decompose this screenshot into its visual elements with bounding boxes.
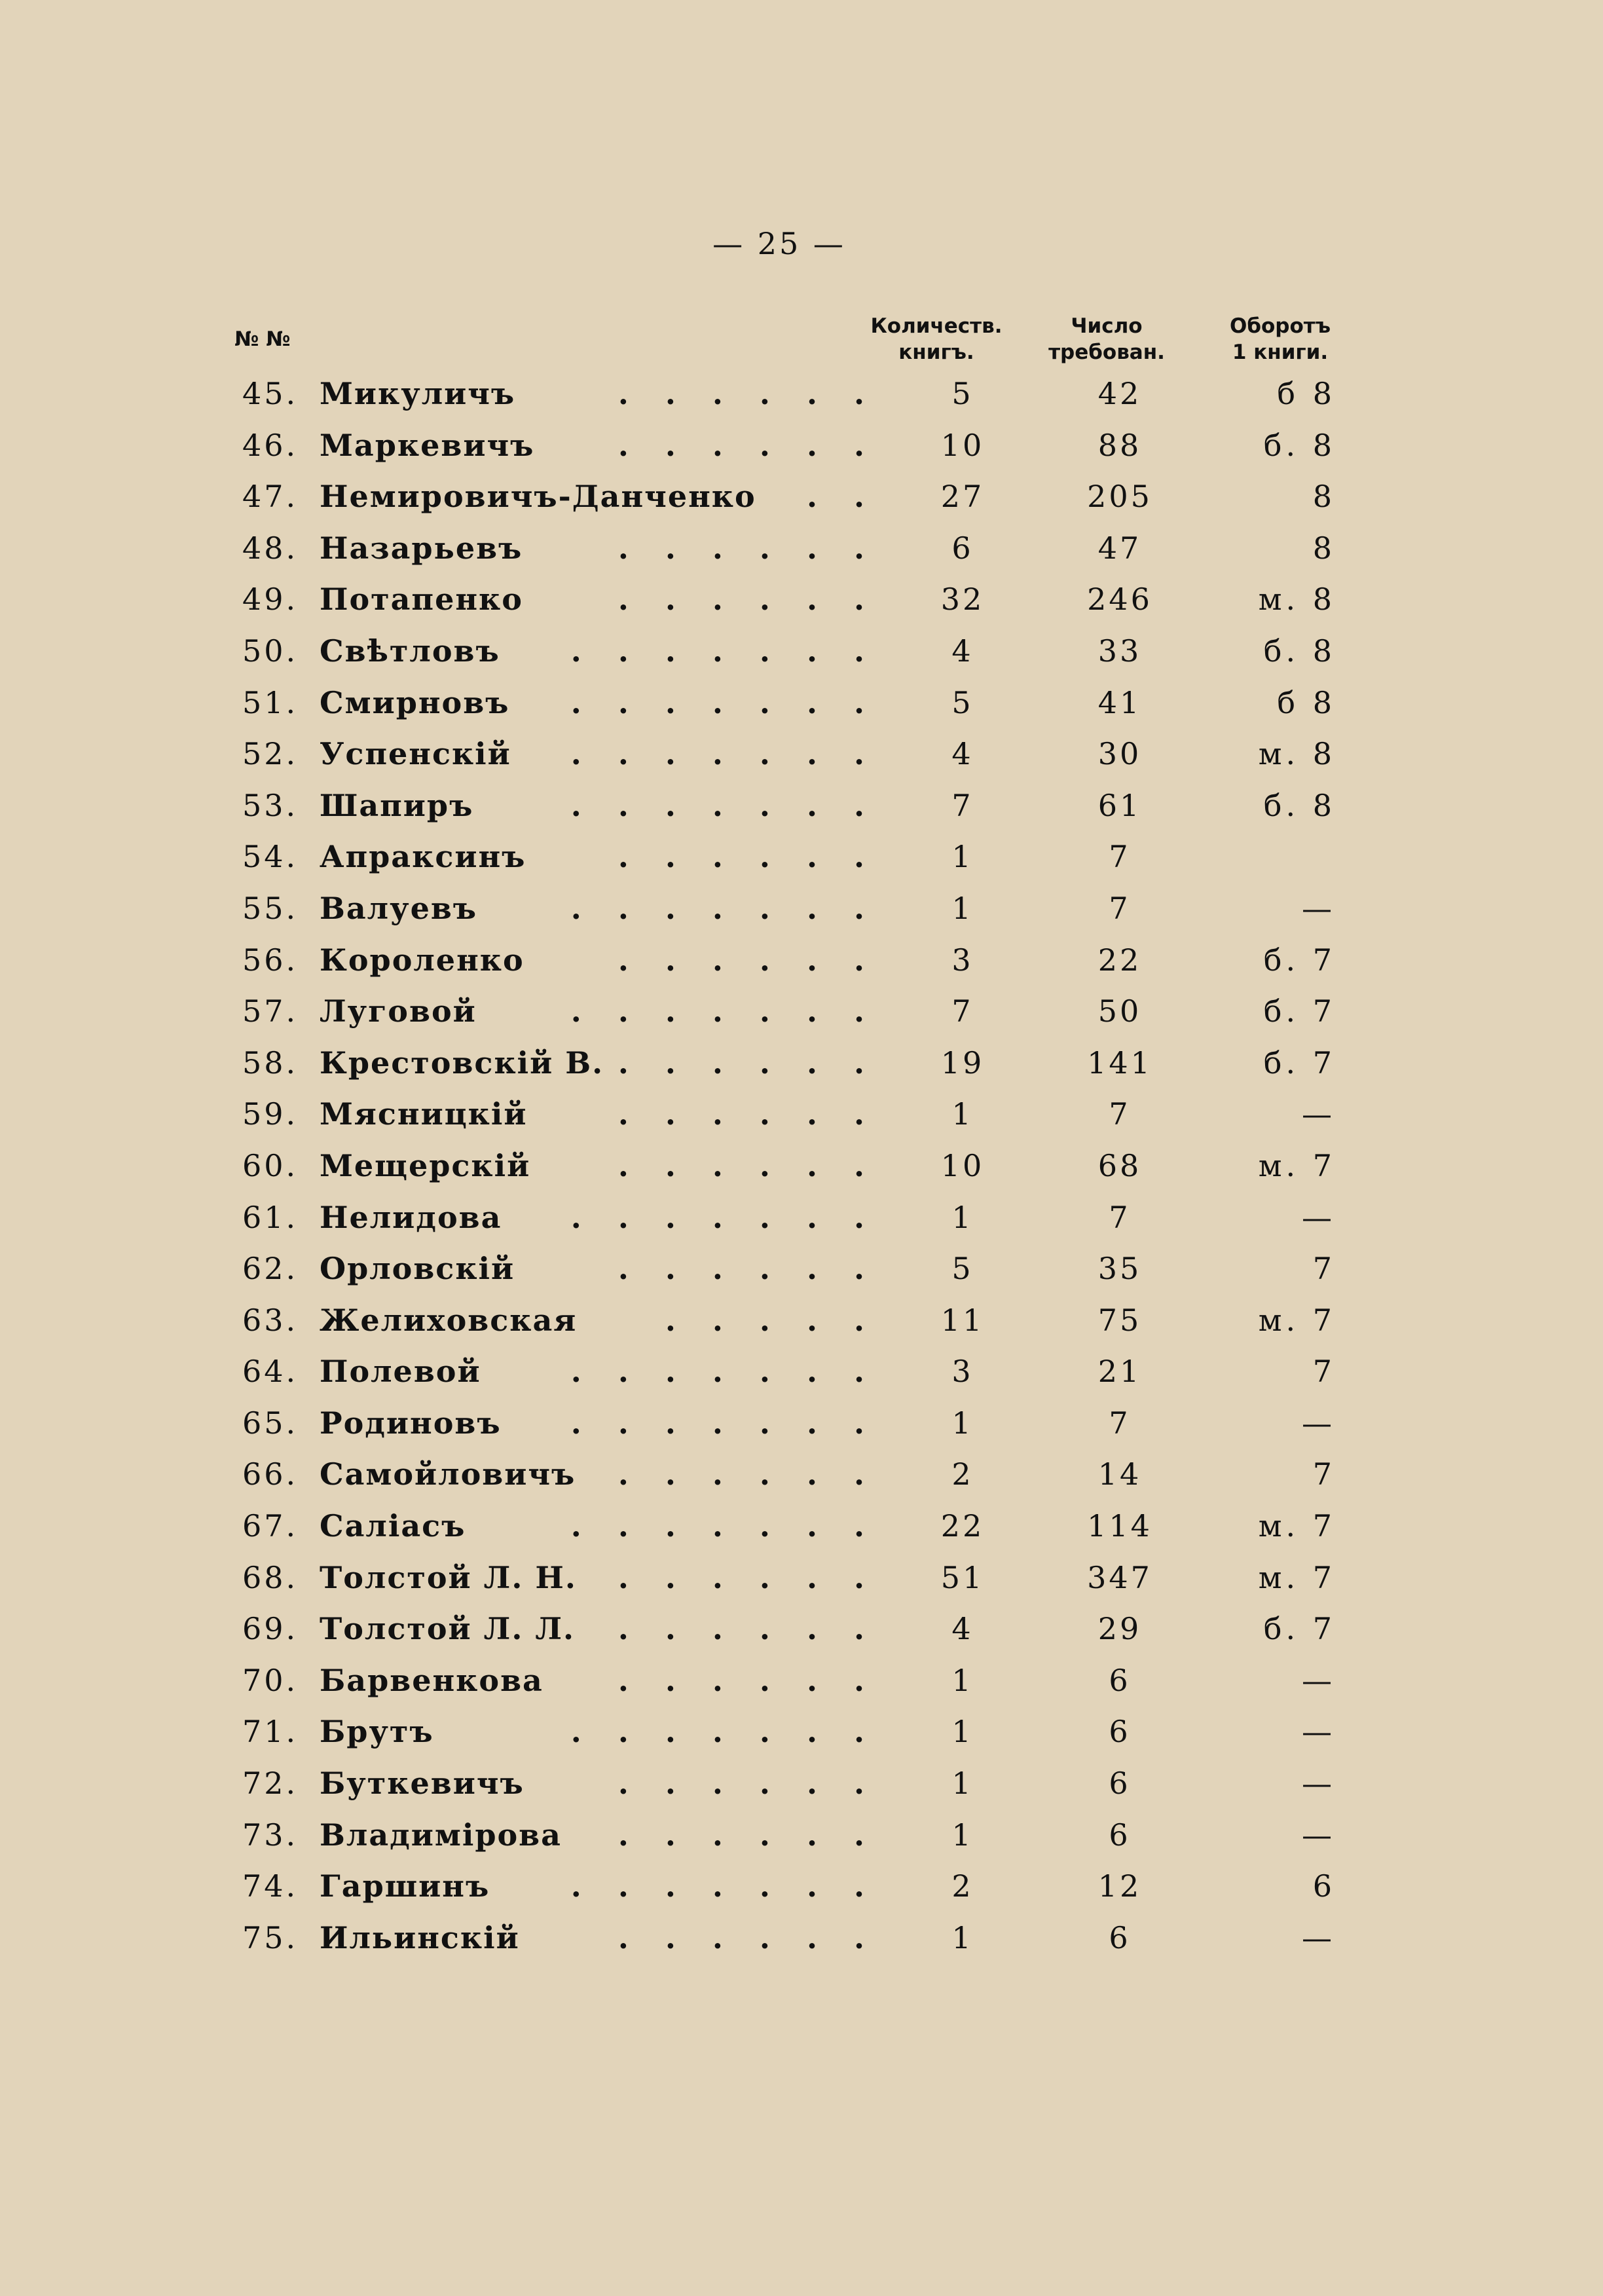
turnover-value: м. 7 — [1258, 1508, 1336, 1544]
author-name: Буткевичъ — [320, 1766, 525, 1802]
row-number: 68. — [242, 1559, 299, 1595]
row-number: 50. — [242, 633, 299, 669]
author-name: Владимірова — [320, 1817, 562, 1853]
leader-dots: . . . . . . . — [570, 1354, 877, 1390]
table-row — [0, 1706, 1603, 1758]
turnover-value: — — [1302, 1405, 1336, 1441]
turnover-value: 7 — [1312, 1354, 1336, 1390]
author-name: Луговой — [320, 993, 477, 1029]
author-name: Самойловичъ — [320, 1456, 576, 1492]
author-name: Толстой Л. Н. — [320, 1559, 577, 1595]
turnover-value: 8 — [1312, 479, 1336, 515]
book-count: 4 — [951, 1611, 974, 1647]
table-row — [0, 1449, 1603, 1500]
book-count: 1 — [951, 1405, 974, 1441]
author-name: Саліасъ — [320, 1508, 466, 1544]
row-number: 52. — [242, 736, 299, 772]
header-turnover-line1: Оборотъ — [1229, 314, 1331, 338]
header-quantity-line2: книгъ. — [898, 341, 974, 364]
table-row — [0, 523, 1603, 574]
row-number: 60. — [242, 1147, 299, 1183]
author-name: Назарьевъ — [320, 530, 523, 566]
author-name: Короленко — [320, 942, 525, 978]
request-count: 7 — [1109, 839, 1131, 875]
leader-dots: . . . . . . — [617, 582, 877, 618]
table-row — [0, 935, 1603, 986]
author-name: Нелидова — [320, 1199, 502, 1235]
leader-dots: . . . . . . . — [570, 787, 877, 823]
request-count: 21 — [1097, 1354, 1142, 1390]
table-row — [0, 728, 1603, 780]
turnover-value: б. 8 — [1263, 787, 1336, 823]
leader-dots: . . . . . . — [617, 942, 877, 978]
book-count: 1 — [951, 1919, 974, 1955]
turnover-value: б. 7 — [1263, 1611, 1336, 1647]
request-count: 88 — [1097, 427, 1142, 463]
table-row — [0, 1192, 1603, 1244]
book-count: 51 — [940, 1559, 985, 1595]
author-name: Брутъ — [320, 1714, 434, 1750]
request-count: 50 — [1097, 993, 1142, 1029]
author-name: Шапиръ — [320, 787, 474, 823]
turnover-value: м. 7 — [1258, 1559, 1336, 1595]
row-number: 62. — [242, 1251, 299, 1287]
request-count: 75 — [1097, 1302, 1142, 1338]
request-count: 7 — [1109, 1096, 1131, 1132]
author-name: Крестовскій В. — [320, 1045, 604, 1081]
request-count: 6 — [1109, 1662, 1131, 1698]
author-name: Валуевъ — [320, 890, 478, 926]
book-count: 7 — [951, 993, 974, 1029]
leader-dots: . . . . . — [665, 1302, 877, 1338]
request-count: 347 — [1087, 1559, 1152, 1595]
book-count: 5 — [951, 376, 974, 411]
author-name: Орловскій — [320, 1251, 515, 1287]
row-number: 55. — [242, 890, 299, 926]
leader-dots: . . . . . . — [617, 1662, 877, 1698]
author-name: Мещерскій — [320, 1147, 531, 1183]
table-row — [0, 1295, 1603, 1346]
book-count: 27 — [940, 479, 985, 515]
row-number: 59. — [242, 1096, 299, 1132]
author-name: Полевой — [320, 1354, 481, 1390]
leader-dots: . . . . . . — [617, 1456, 877, 1492]
author-name: Успенскій — [320, 736, 511, 772]
author-name: Немировичъ-Данченко — [320, 479, 756, 515]
leader-dots: . . . . . . — [617, 1919, 877, 1955]
row-number: 71. — [242, 1714, 299, 1750]
table-row — [0, 1088, 1603, 1140]
request-count: 30 — [1097, 736, 1142, 772]
turnover-value: б. 7 — [1263, 942, 1336, 978]
row-number: 53. — [242, 787, 299, 823]
author-name: Гаршинъ — [320, 1868, 490, 1904]
turnover-value: 7 — [1312, 1251, 1336, 1287]
turnover-value: — — [1302, 1817, 1336, 1853]
book-count: 19 — [940, 1045, 985, 1081]
table-row — [0, 1912, 1603, 1964]
leader-dots: . . — [806, 479, 877, 515]
book-count: 1 — [951, 890, 974, 926]
turnover-value: м. 8 — [1258, 736, 1336, 772]
author-name: Ильинскій — [320, 1919, 520, 1955]
turnover-value: м. 7 — [1258, 1302, 1336, 1338]
row-number: 64. — [242, 1354, 299, 1390]
leader-dots: . . . . . . — [617, 1559, 877, 1595]
table-row — [0, 1758, 1603, 1809]
leader-dots: . . . . . . . — [570, 736, 877, 772]
turnover-value: б. 8 — [1263, 633, 1336, 669]
row-number: 51. — [242, 684, 299, 720]
table-row — [0, 1603, 1603, 1655]
leader-dots: . . . . . . — [617, 530, 877, 566]
row-number: 70. — [242, 1662, 299, 1698]
request-count: 141 — [1087, 1045, 1152, 1081]
row-number: 47. — [242, 479, 299, 515]
row-number: 49. — [242, 582, 299, 618]
leader-dots: . . . . . . — [617, 1251, 877, 1287]
turnover-value: 6 — [1312, 1868, 1336, 1904]
request-count: 7 — [1109, 1199, 1131, 1235]
turnover-value: — — [1302, 1919, 1336, 1955]
table-row — [0, 1140, 1603, 1192]
leader-dots: . . . . . . — [617, 1147, 877, 1183]
turnover-value: — — [1302, 1714, 1336, 1750]
leader-dots: . . . . . . . — [570, 890, 877, 926]
table-row — [0, 831, 1603, 883]
author-name: Потапенко — [320, 582, 523, 618]
table-row — [0, 1500, 1603, 1552]
book-count: 10 — [940, 1147, 985, 1183]
table-row — [0, 471, 1603, 523]
table-row — [0, 1398, 1603, 1449]
leader-dots: . . . . . . — [617, 839, 877, 875]
book-count: 3 — [951, 1354, 974, 1390]
turnover-value: б. 8 — [1263, 427, 1336, 463]
header-number: № № — [234, 327, 291, 351]
table-body — [0, 368, 1603, 1963]
row-number: 69. — [242, 1611, 299, 1647]
book-count: 1 — [951, 1096, 974, 1132]
row-number: 57. — [242, 993, 299, 1029]
leader-dots: . . . . . . — [617, 1766, 877, 1802]
author-name: Мясницкій — [320, 1096, 528, 1132]
book-count: 1 — [951, 1766, 974, 1802]
request-count: 61 — [1097, 787, 1142, 823]
author-name: Родиновъ — [320, 1405, 502, 1441]
turnover-value: 7 — [1312, 1456, 1336, 1492]
turnover-value: — — [1302, 1662, 1336, 1698]
book-count: 6 — [951, 530, 974, 566]
page-number: — 25 — — [712, 226, 846, 261]
book-count: 4 — [951, 633, 974, 669]
turnover-value: — — [1302, 1766, 1336, 1802]
table-row — [0, 986, 1603, 1037]
author-name: Маркевичъ — [320, 427, 535, 463]
table-row — [0, 625, 1603, 677]
request-count: 6 — [1109, 1817, 1131, 1853]
row-number: 75. — [242, 1919, 299, 1955]
row-number: 46. — [242, 427, 299, 463]
author-name: Желиховская — [320, 1302, 578, 1338]
row-number: 48. — [242, 530, 299, 566]
turnover-value: б 8 — [1277, 684, 1336, 720]
request-count: 14 — [1097, 1456, 1142, 1492]
header-quantity-line1: Количеств. — [870, 314, 1003, 338]
header-quantity — [851, 313, 1022, 365]
request-count: 12 — [1097, 1868, 1142, 1904]
leader-dots: . . . . . . . — [570, 633, 877, 669]
author-name: Смирновъ — [320, 684, 510, 720]
table-row — [0, 1243, 1603, 1295]
book-count: 22 — [940, 1508, 985, 1544]
row-number: 73. — [242, 1817, 299, 1853]
table-row — [0, 780, 1603, 832]
leader-dots: . . . . . . . — [570, 1508, 877, 1544]
turnover-value: б 8 — [1277, 376, 1336, 411]
turnover-value: м. 7 — [1258, 1147, 1336, 1183]
book-count: 1 — [951, 1662, 974, 1698]
author-name: Микуличъ — [320, 376, 516, 411]
table-row — [0, 1861, 1603, 1912]
leader-dots: . . . . . . . — [570, 1868, 877, 1904]
author-name: Свѣтловъ — [320, 633, 500, 669]
row-number: 74. — [242, 1868, 299, 1904]
row-number: 65. — [242, 1405, 299, 1441]
book-count: 2 — [951, 1868, 974, 1904]
book-count: 4 — [951, 736, 974, 772]
request-count: 22 — [1097, 942, 1142, 978]
turnover-value: м. 8 — [1258, 582, 1336, 618]
book-count: 5 — [951, 684, 974, 720]
leader-dots: . . . . . . . — [570, 684, 877, 720]
request-count: 7 — [1109, 890, 1131, 926]
table-row — [0, 1346, 1603, 1398]
author-name: Барвенкова — [320, 1662, 544, 1698]
request-count: 6 — [1109, 1919, 1131, 1955]
leader-dots: . . . . . . — [617, 1096, 877, 1132]
header-turnover — [1205, 313, 1355, 365]
author-name: Толстой Л. Л. — [320, 1611, 576, 1647]
header-requests-line2: требован. — [1048, 341, 1165, 364]
request-count: 42 — [1097, 376, 1142, 411]
header-requests-line1: Число — [1071, 314, 1143, 338]
book-count: 32 — [940, 582, 985, 618]
turnover-value: — — [1302, 890, 1336, 926]
leader-dots: . . . . . . . — [570, 1199, 877, 1235]
header-turnover-line2: 1 книги. — [1232, 341, 1329, 364]
request-count: 7 — [1109, 1405, 1131, 1441]
request-count: 35 — [1097, 1251, 1142, 1287]
request-count: 68 — [1097, 1147, 1142, 1183]
row-number: 63. — [242, 1302, 299, 1338]
book-count: 10 — [940, 427, 985, 463]
table-row — [0, 420, 1603, 472]
row-number: 72. — [242, 1766, 299, 1802]
table-row — [0, 1809, 1603, 1861]
request-count: 205 — [1087, 479, 1152, 515]
turnover-value: б. 7 — [1263, 993, 1336, 1029]
request-count: 114 — [1087, 1508, 1152, 1544]
book-count: 1 — [951, 1817, 974, 1853]
row-number: 66. — [242, 1456, 299, 1492]
leader-dots: . . . . . . . — [570, 1714, 877, 1750]
request-count: 246 — [1087, 582, 1152, 618]
leader-dots: . . . . . . — [617, 376, 877, 411]
turnover-value: — — [1302, 1199, 1336, 1235]
leader-dots: . . . . . . — [617, 427, 877, 463]
row-number: 67. — [242, 1508, 299, 1544]
row-number: 61. — [242, 1199, 299, 1235]
row-number: 45. — [242, 376, 299, 411]
book-count: 3 — [951, 942, 974, 978]
book-count: 1 — [951, 1199, 974, 1235]
table-row — [0, 1552, 1603, 1604]
author-name: Апраксинъ — [320, 839, 526, 875]
row-number: 54. — [242, 839, 299, 875]
table-row — [0, 883, 1603, 935]
turnover-value: 8 — [1312, 530, 1336, 566]
table-row — [0, 1037, 1603, 1089]
book-count: 1 — [951, 1714, 974, 1750]
request-count: 47 — [1097, 530, 1142, 566]
book-count: 2 — [951, 1456, 974, 1492]
table-row — [0, 368, 1603, 420]
book-count: 5 — [951, 1251, 974, 1287]
book-count: 11 — [940, 1302, 985, 1338]
book-count: 7 — [951, 787, 974, 823]
row-number: 58. — [242, 1045, 299, 1081]
book-count: 1 — [951, 839, 974, 875]
leader-dots: . . . . . . . — [570, 1405, 877, 1441]
request-count: 33 — [1097, 633, 1142, 669]
leader-dots: . . . . . . — [617, 1045, 877, 1081]
leader-dots: . . . . . . — [617, 1611, 877, 1647]
request-count: 6 — [1109, 1714, 1131, 1750]
table-row — [0, 677, 1603, 729]
request-count: 6 — [1109, 1766, 1131, 1802]
turnover-value: — — [1302, 1096, 1336, 1132]
leader-dots: . . . . . . — [617, 1817, 877, 1853]
request-count: 41 — [1097, 684, 1142, 720]
turnover-value: б. 7 — [1263, 1045, 1336, 1081]
table-row — [0, 574, 1603, 625]
header-requests — [1028, 313, 1185, 365]
request-count: 29 — [1097, 1611, 1142, 1647]
row-number: 56. — [242, 942, 299, 978]
table-row — [0, 1655, 1603, 1707]
leader-dots: . . . . . . . — [570, 993, 877, 1029]
